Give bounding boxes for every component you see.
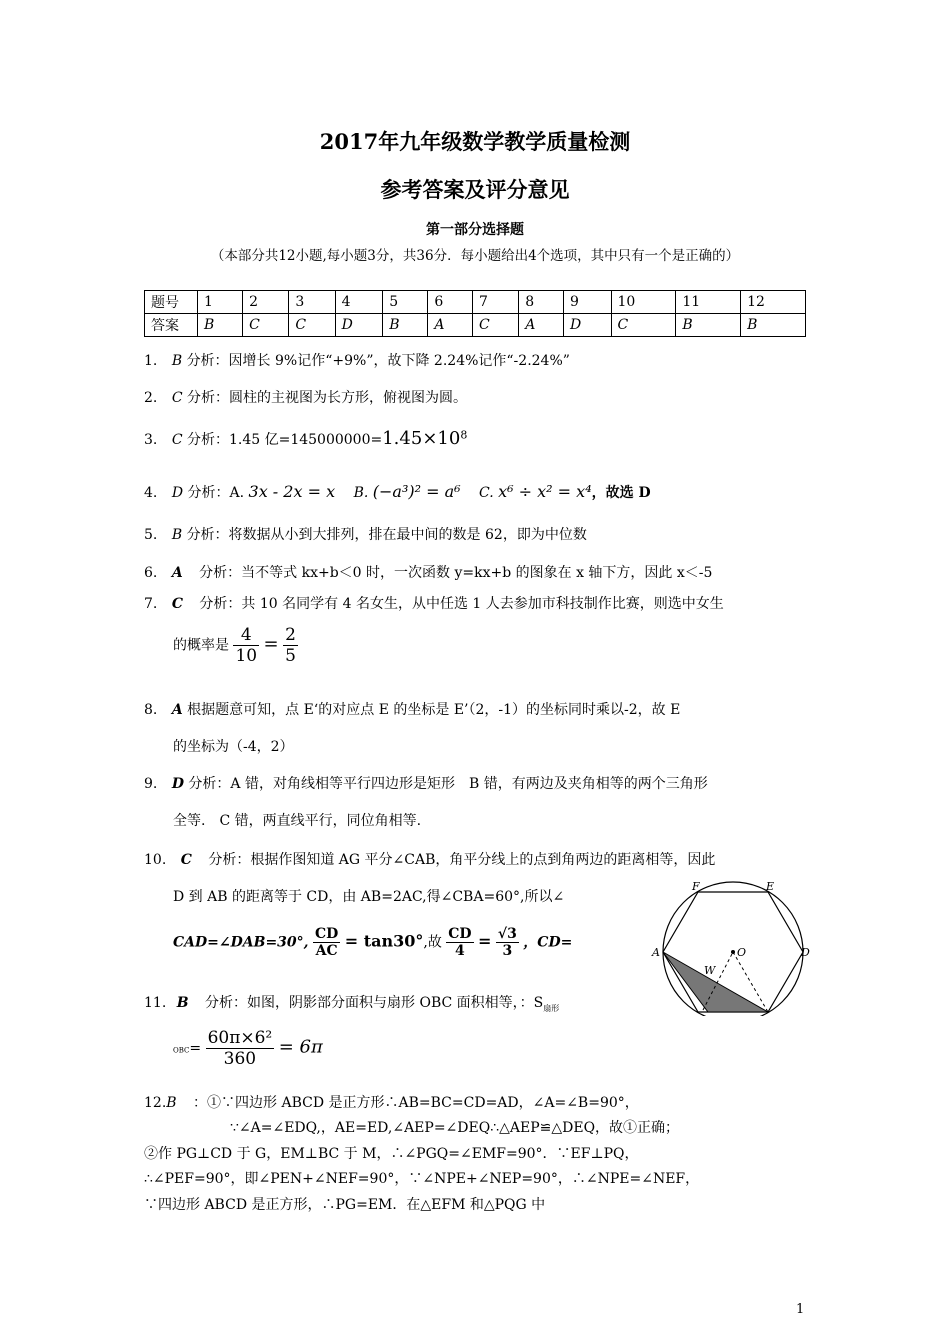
hexagon-figure (648, 880, 818, 1016)
item-number: 9. (144, 776, 158, 792)
answer-item-6 (144, 562, 712, 582)
item-text: 分析：共 10 名同学有 4 名女生，从中任选 1 人去参加市科技制作比赛，则选中女生 (199, 596, 724, 612)
answer-item-9-cont: 全等. C 错，两直线平行，同位角相等. (173, 813, 422, 829)
item-text: ：①∵四边形 ABCD 是正方形∴AB=BC=CD=AD，∠A=∠B=90°， (193, 1095, 639, 1111)
table-row-numbers (145, 291, 806, 314)
answer-item-12 (144, 1092, 639, 1112)
answer-item-10-cont: D 到 AB 的距离等于 CD，由 AB=2AC,得∠CBA=60°,所以∠ (173, 889, 565, 905)
label-d: D (801, 946, 810, 959)
table-cell: D (335, 314, 383, 337)
table-header-number: 题号 (145, 291, 198, 314)
answer-item-7-cont: 的概率是 $\frac{4}{10}$ = $\frac{2}{5}$ (173, 625, 296, 666)
answer-item-9 (144, 773, 708, 793)
item-number: 11. (144, 995, 167, 1011)
item-number: 2. (144, 390, 158, 406)
answer-item-12-line3: ②作 PG⊥CD 于 G，EM⊥BC 于 M，∴∠PGQ=∠EMF=90°．∵EF⊥PQ， (144, 1146, 639, 1162)
item-answer: D (171, 485, 184, 501)
table-cell: 11 (676, 291, 741, 314)
answer-item-8 (144, 699, 680, 719)
section-title: 第一部分选择题 (426, 222, 524, 238)
label-w: W (704, 964, 716, 977)
item-number: 1. (144, 353, 158, 369)
shaded-region (663, 952, 768, 1012)
table-cell: 7 (473, 291, 519, 314)
item-math: x⁶ ÷ x² = x⁴ (498, 482, 592, 501)
table-cell: A (428, 314, 473, 337)
answer-item-12-line4: ∴∠PEF=90°，即∠PEN+∠NEF=90°，∵∠NPE+∠NEP=90°，∴∠NPE=∠NEF， (144, 1171, 700, 1187)
table-cell: D (563, 314, 611, 337)
item-text: 分析：如图，阴影部分面积与扇形 OBC 面积相等，：S (205, 995, 544, 1011)
table-cell: B (198, 314, 243, 337)
table-cell: B (741, 314, 806, 337)
fraction: $\frac{\text{60π×6²}}{360}$ (207, 1028, 273, 1069)
item-text: ，故选 D (591, 485, 651, 501)
answer-item-7 (144, 593, 724, 613)
item-text: 分析：当不等式 kx+b＜0 时，一次函数 y=kx+b 的图象在 x 轴下方，因此 x＜-5 (199, 565, 713, 581)
item-answer: B (171, 527, 183, 543)
item-number: 7. (144, 596, 158, 612)
answer-item-5 (144, 524, 587, 544)
item-answer: B (171, 353, 183, 369)
table-row-answers (145, 314, 806, 337)
item-math: 1.45×10 (382, 428, 461, 449)
item-number: 5. (144, 527, 158, 543)
center-point (731, 950, 735, 954)
item-text: 根据题意可知，点 E‘的对应点 E 的坐标是 E’（2，-1）的坐标同时乘以-2，故 E (187, 702, 681, 718)
item-answer: C (180, 852, 192, 868)
answer-item-11: 11. B 分析：如图，阴影部分面积与扇形 OBC 面积相等，：$S_{扇形}$ (144, 995, 560, 1013)
fraction: $\frac{√3}{3}$ (497, 926, 517, 959)
item-text: 分析：圆柱的主视图为长方形，俯视图为圆。 (186, 390, 467, 406)
label-e: E (766, 880, 775, 893)
answer-item-3 (144, 428, 467, 449)
item-answer: B (166, 1095, 177, 1111)
table-cell: 5 (383, 291, 428, 314)
item-text: 分析：将数据从小到大排列，排在最中间的数是 62，即为中位数 (186, 527, 587, 543)
answer-item-10-cont2: CAD=∠DAB=30°, $\frac{CD}{AC}$ = tan30°,故 $\frac{CD}{4}$ = $\frac{√3}{3}$ ，CD= (173, 926, 573, 959)
item-number: 6. (144, 565, 158, 581)
page-number: 1 (796, 1302, 805, 1317)
answer-item-12-line2: ∵∠A=∠EDQ,，AE=ED,∠AEP=∠DEQ∴△AEP≌△DEQ，故①正确； (230, 1120, 680, 1136)
item-answer: C (171, 432, 183, 448)
table-cell: 8 (519, 291, 564, 314)
table-cell: B (383, 314, 428, 337)
table-cell: 4 (335, 291, 383, 314)
item-number: 10. (144, 852, 167, 868)
table-cell: A (519, 314, 564, 337)
item-answer: A (171, 702, 183, 718)
item-math: (−a³)² = a⁶ (372, 482, 461, 501)
item-option-label: C. (479, 485, 494, 501)
table-cell: 2 (243, 291, 289, 314)
item-text: 分析：1.45 亿=145000000= (186, 432, 383, 448)
table-cell: 6 (428, 291, 473, 314)
table-cell: 3 (289, 291, 335, 314)
item-text: 分析：根据作图知道 AG 平分∠CAB，角平分线上的点到角两边的距离相等，因此 (208, 852, 716, 868)
table-cell: C (243, 314, 289, 337)
item-number: 3. (144, 432, 158, 448)
table-cell: C (289, 314, 335, 337)
fraction: $\frac{CD}{4}$ (448, 926, 472, 959)
item-option-label: B. (353, 485, 369, 501)
item-text: 的概率是 (173, 637, 229, 654)
answer-item-1 (144, 350, 570, 370)
item-number: 8. (144, 702, 158, 718)
item-text: 分析：A 错，对角线相等平行四边形是矩形 B 错，有两边及夹角相等的两个三角形 (188, 776, 708, 792)
page-title: 2017年九年级数学教学质量检测 (319, 129, 631, 154)
item-text: 分析：A. (187, 485, 245, 501)
fraction: $\frac{4}{10}$ (235, 625, 258, 666)
item-answer: A (171, 565, 183, 581)
table-cell: C (611, 314, 676, 337)
table-cell: 9 (563, 291, 611, 314)
answer-item-2 (144, 387, 467, 407)
item-text: 分析：因增长 9%记作“+9%”，故下降 2.24%记作“-2.24%” (186, 353, 570, 369)
answer-item-8-cont: 的坐标为（-4，2） (173, 739, 294, 755)
answer-item-10 (144, 849, 715, 869)
answer-item-4 (144, 482, 651, 502)
table-cell: 10 (611, 291, 676, 314)
table-cell: 1 (198, 291, 243, 314)
table-cell: B (676, 314, 741, 337)
label-f: F (692, 880, 700, 893)
label-o: O (737, 946, 747, 959)
item-number: 4. (144, 485, 158, 501)
answer-item-11-cont: OBC= $\frac{\text{60π×6²}}{360}$ = 6π (173, 1028, 323, 1069)
table-cell: 12 (741, 291, 806, 314)
item-exponent: 8 (460, 428, 468, 442)
table-cell: C (473, 314, 519, 337)
item-answer: B (176, 995, 189, 1011)
item-number: 12. (144, 1095, 167, 1111)
item-answer: C (171, 390, 183, 406)
table-header-answer: 答案 (145, 314, 198, 337)
page-subtitle: 参考答案及评分意见 (380, 177, 570, 202)
answer-table (144, 290, 806, 337)
fraction: $\frac{CD}{AC}$ (314, 926, 339, 959)
answer-item-12-line5: ∵四边形 ABCD 是正方形，∴PG=EM．在△EFM 和△PQG 中 (144, 1197, 546, 1213)
section-note: （本部分共12小题,每小题3分，共36分．每小题给出4个选项，其中只有一个是正确的） (210, 248, 740, 264)
label-a: A (652, 946, 660, 959)
item-math: 3x - 2x = x (248, 482, 336, 501)
fraction: $\frac{2}{5}$ (285, 625, 296, 666)
item-answer: D (171, 776, 184, 792)
item-answer: C (171, 596, 183, 612)
